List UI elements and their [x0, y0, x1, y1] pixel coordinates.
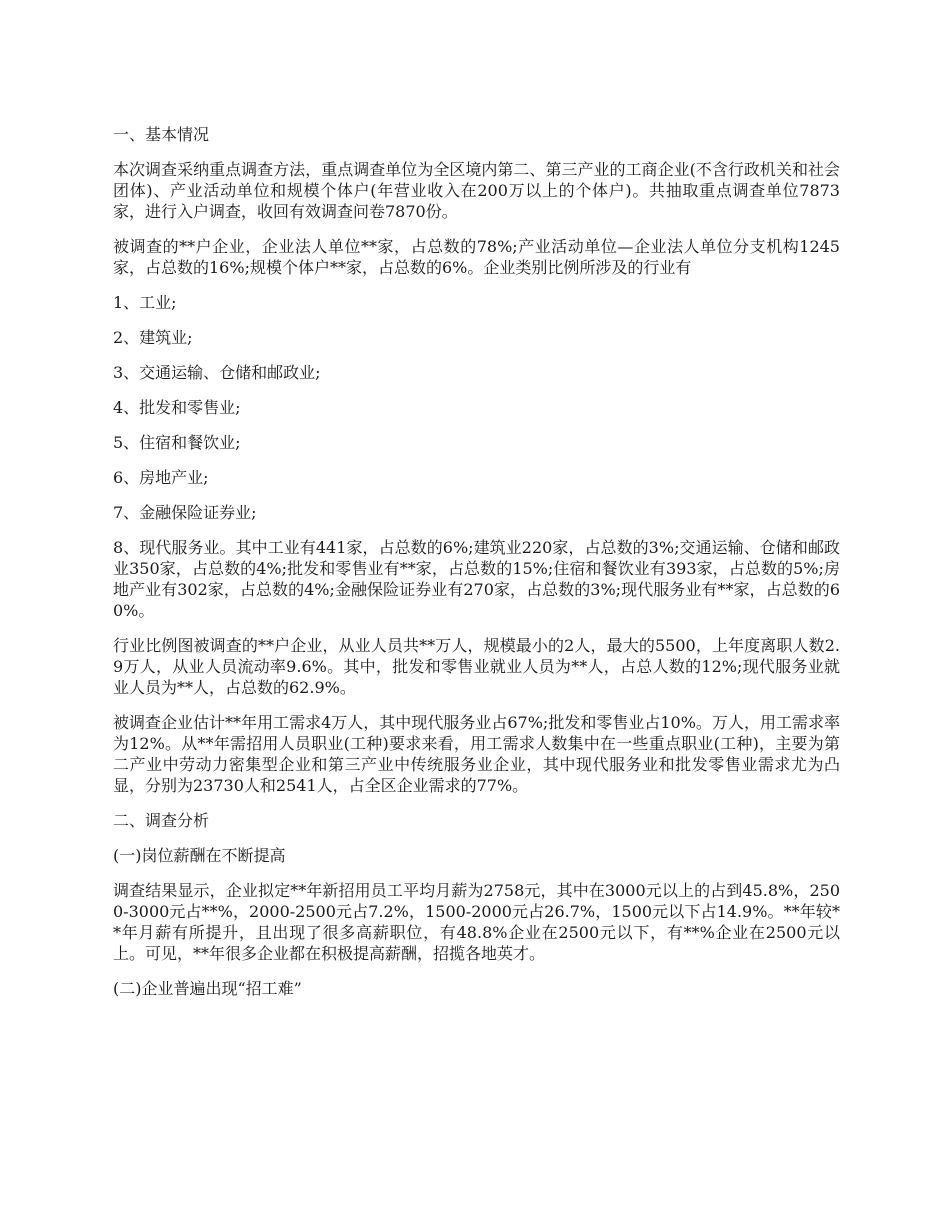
- subheading-salary: (一)岗位薪酬在不断提高: [113, 846, 286, 865]
- list-item-transport: 3、交通运输、仓储和邮政业;: [113, 363, 321, 382]
- paragraph-surveyed-enterprises: 被调查的**户企业，企业法人单位**家，占总数的78%;产业活动单位—企业法人单位分支机构1245家，占总数的16%;规模个体户**家，占总数的6%。企业类别比例所涉及的行业有: [113, 237, 840, 277]
- list-item-industry: 1、工业;: [113, 293, 177, 312]
- section-heading-basic-info: 一、基本情况: [113, 125, 210, 144]
- list-item-lodging-catering: 5、住宿和餐饮业;: [113, 433, 241, 452]
- list-item-real-estate: 6、房地产业;: [113, 468, 209, 487]
- subheading-hiring-difficulty: (二)企业普遍出现“招工难”: [113, 979, 302, 998]
- document-page: [113, 124, 840, 999]
- paragraph-employment: 行业比例图被调查的**户企业，从业人员共**万人，规模最小的2人，最大的5500，上年度离职人数2.9万人，从业人员流动率9.6%。其中，批发和零售业就业人员为**人，占总人数的12%;现代服务业就业人员为**人，占总数的62.9%。: [113, 636, 840, 697]
- list-item-finance: 7、金融保险证券业;: [113, 503, 257, 522]
- list-item-modern-services: 8、现代服务业。其中工业有441家，占总数的6%;建筑业220家，占总数的3%;交通运输、仓储和邮政业350家，占总数的4%;批发和零售业有**家，占总数的15%;住宿和餐饮业有393家，占总数的5%;房地产业有302家，占总数的4%;金融保险证券业有270家，占总数的3%;现代服务业有**家，占总数的60%。: [113, 538, 840, 620]
- paragraph-labor-demand: 被调查企业估计**年用工需求4万人，其中现代服务业占67%;批发和零售业占10%。万人，用工需求率为12%。从**年需招用人员职业(工种)要求来看，用工需求人数集中在一些重点职业(工种)，主要为第二产业中劳动力密集型企业和第三产业中传统服务业企业，其中现代服务业和批发零售业需求尤为凸显，分别为23730人和2541人，占全区企业需求的77%。: [113, 713, 840, 795]
- paragraph-salary-results: 调查结果显示，企业拟定**年新招用员工平均月薪为2758元，其中在3000元以上的占到45.8%，2500-3000元占**%，2000-2500元占7.2%，1500-2000元占26.7%，1500元以下占14.9%。**年较**年月薪有所提升，且出现了很多高薪职位，有48.8%企业在2500元以下，有**%企业在2500元以上。可见，**年很多企业都在积极提高薪酬，招揽各地英才。: [113, 881, 840, 963]
- list-item-wholesale-retail: 4、批发和零售业;: [113, 398, 241, 417]
- paragraph-survey-method: 本次调查采纳重点调查方法，重点调查单位为全区境内第二、第三产业的工商企业(不含行政机关和社会团体)、产业活动单位和规模个体户(年营业收入在200万以上的个体户)。共抽取重点调查单位7873家，进行入户调查，收回有效调查问卷7870份。: [113, 160, 840, 221]
- section-heading-analysis: 二、调查分析: [113, 811, 210, 830]
- list-item-construction: 2、建筑业;: [113, 328, 193, 347]
